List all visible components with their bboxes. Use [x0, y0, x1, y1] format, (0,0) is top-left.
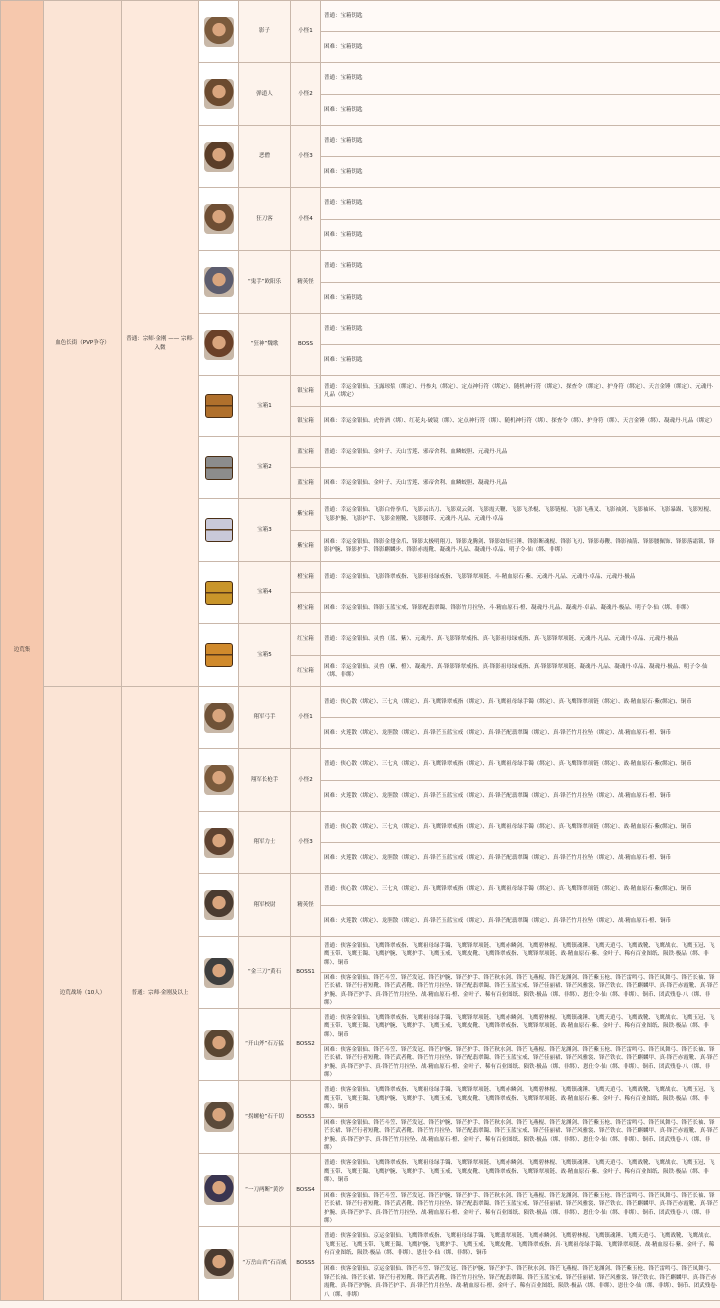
monster-type-cell: 小怪4 — [291, 188, 321, 251]
monster-type-cell: 小怪2 — [291, 63, 321, 126]
normal-drops-cell: 普通：侠心散（绑定）、三七丸（绑定）、真·飞鹰锋翠戒指（绑定）、真·飞鹰祖母绿手镯（绑定）、真·飞鹰锋翠项链（绑定）、战·精血原石·紫(绑定)、铜币 — [321, 749, 720, 781]
hard-drops-cell: 困难：幸运金银仙、锋影玉蓝宝戒、锋影配翡翠镯、锋影竹月拉坠、斗·精血原石·橙、凝魂丹·凡品、凝魂丹·卓品、凝魂丹·极品、明子令·仙（绑、非绑） — [321, 593, 720, 624]
map-name-cell: 血色长街（PVP争夺） — [44, 1, 122, 687]
chest-icon-cell — [199, 562, 239, 624]
monster-portrait-icon — [204, 204, 234, 234]
monster-name-cell: “万岳山君”石百威 — [239, 1227, 291, 1301]
monster-name-cell: 宝箱4 — [239, 562, 291, 624]
drop-table-body — [1, 1, 720, 1301]
monster-portrait-cell — [199, 874, 239, 937]
hard-drops-cell: 困难：侠客金银仙、锋芒斗笠、锋芒发冠、锋芒护腕、锋芒护手、锋芒秋水剑、锋芒飞燕棍、锋芒龙渊剑、锋芒紫玉枪、锋芒雷鸣弓、锋芒凤舞弓、锋芒长袖、锋芒长裙、锋芒行者短靴、锋芒武者靴、锋芒竹月拉坠、锋芒配翡翠镯、锋芒玉蓝宝戒、锋芒佳丽裙、锋芒风雅裳、锋芒铁衣、锋芒麒麟甲、真·锋芒赤霞靴、真·锋芒护腕、真·锋芒护手、真·锋芒竹月拉坠、战·精血原石·橙、金叶子、稀有百业图纸、陨铁·极品（绑、非绑）、恩仕令·仙（绑、非绑）、铜币、团武残卷·八（绑、非绑） — [321, 1191, 720, 1227]
hard-drops-cell: 困难：宝箱钥匙 — [321, 95, 720, 126]
monster-portrait-cell — [199, 937, 239, 1009]
monster-portrait-icon — [204, 765, 234, 795]
normal-drops-cell: 普通：宝箱钥匙 — [321, 1, 720, 32]
monster-portrait-cell — [199, 1081, 239, 1154]
monster-type-cell: BOSS5 — [291, 1227, 321, 1301]
table-row — [1, 687, 720, 718]
monster-portrait-icon — [204, 142, 234, 172]
monster-portrait-cell — [199, 1227, 239, 1301]
monster-name-cell: 影子 — [239, 1, 291, 63]
normal-drops-cell: 普通：幸运金银仙、飞影锋翠戒指、飞影祖母绿戒指、飞影锋翠项链、斗·精血原石·紫、元魂丹·凡品、元魂丹·卓品、元魂丹·极品 — [321, 562, 720, 593]
hard-drops-cell: 困难：火莲散（绑定）、龙胆散（绑定）、真·锋芒玉蓝宝戒（绑定）、真·锋芒配翡翠镯（绑定）、真·锋芒竹月拉坠（绑定）、战·精血原石·橙、铜币 — [321, 718, 720, 749]
region-cell: 边荒集 — [1, 1, 44, 1301]
hard-drops-cell: 困难：宝箱钥匙 — [321, 220, 720, 251]
chest-icon-cell — [199, 624, 239, 687]
chest-type-cell: 蓝宝箱 — [291, 437, 321, 468]
normal-drops-cell: 普通：幸运金银仙、玉露琼浆（绑定）、丹参丸（绑定）、定点神行符（绑定）、随机神行符（绑定）、探查令（绑定）、护身符（绑定）、天言金锤（绑定）、元魂丹·凡品（绑定） — [321, 376, 720, 407]
hard-drops-cell: 困难：宝箱钥匙 — [321, 32, 720, 63]
monster-name-cell: 恶僧 — [239, 126, 291, 188]
monster-name-cell: 宝箱2 — [239, 437, 291, 499]
monster-name-cell: “鬼手”欧阳乐 — [239, 251, 291, 314]
normal-drops-cell: 普通：侠客金银仙、飞鹰锋翠戒指、飞鹰祖母绿手镯、飞鹰锋翠项链、飞鹰赤鳞剑、飞鹰碧林棍、飞鹰镇魂锤、飞鹰天逍弓、飞鹰战靴、飞鹰战衣、飞鹰玉冠、飞鹰玉带、飞鹰王镯、飞鹰护腕、飞鹰护手、飞鹰玉戒、飞鹰皮靴、飞鹰锋翠戒指、飞鹰锋翠项链、战·精血原石·紫、金叶子、稀有百业图纸、陨铁·极品（绑、非绑）、铜币 — [321, 937, 720, 973]
normal-drops-cell: 普通：侠客金银仙、京运金银仙、飞鹰锋翠戒指、飞鹰祖母绿手镯、飞鹰翡翠项链、飞鹰赤鳞剑、飞鹰碧林棍、飞鹰镇魂锤、飞鹰天逍弓、飞鹰战靴、飞鹰战衣、飞鹰玉冠、飞鹰玉带、飞鹰王镯、飞鹰护腕、飞鹰护手、飞鹰玉戒、飞鹰皮靴、飞鹰锋翠戒指、真·飞鹰祖母绿手镯、飞鹰锋翠项链、战·精血原石·紫、金叶子、稀有百业图纸、陨铁·极品（绑、非绑）、恩仕令·仙（绑、非绑）、铜币 — [321, 1227, 720, 1264]
monster-type-cell: 小怪2 — [291, 749, 321, 812]
chest-type-cell: 紫宝箱 — [291, 499, 321, 531]
monster-type-cell: BOSS2 — [291, 1009, 321, 1081]
hard-drops-cell: 困难：幸运金银仙、灵兽（紫、橙）、凝魂丹、真·锋影锋翠戒指、真·锋影祖母绿戒指、真·锋影锋翠项链、凝魂丹·凡品、凝魂丹·卓品、凝魂丹·极品、明子令·仙（绑、非绑） — [321, 656, 720, 687]
chest-type-cell: 橙宝箱 — [291, 593, 321, 624]
monster-type-cell: 小怪3 — [291, 126, 321, 188]
monster-portrait-icon — [204, 958, 234, 988]
hard-drops-cell: 困难：宝箱钥匙 — [321, 157, 720, 188]
hard-drops-cell: 困难：宝箱钥匙 — [321, 283, 720, 314]
monster-name-cell: 翔军力士 — [239, 812, 291, 874]
hard-drops-cell: 困难：火莲散（绑定）、龙胆散（绑定）、真·锋芒玉蓝宝戒（绑定）、真·锋芒配翡翠镯（绑定）、真·锋芒竹月拉坠（绑定）、战·精血原石·橙、铜币 — [321, 906, 720, 937]
monster-portrait-cell — [199, 1154, 239, 1227]
monster-name-cell: 翔军校尉 — [239, 874, 291, 937]
treasure-chest-icon — [205, 643, 233, 667]
normal-drops-cell: 普通：幸运金银仙、飞影白骨拳爪、飞影云出刀、飞影双云剑、飞影霞天鞭、飞影飞杀棍、飞影链棍、飞影飞燕叉、飞影袖剑、飞影袖环、飞影暴踢、飞影短棍、飞影护腕、飞影护手、飞影金刚靴、飞影腰带、元魂丹·凡品、元魂丹·卓品 — [321, 499, 720, 531]
treasure-chest-icon — [205, 394, 233, 418]
monster-name-cell: 翔军长枪手 — [239, 749, 291, 812]
normal-drops-cell: 普通：侠心散（绑定）、三七丸（绑定）、真·飞鹰锋翠戒指（绑定）、真·飞鹰祖母绿手镯（绑定）、真·飞鹰锋翠项链（绑定）、战·精血原石·紫(绑定)、铜币 — [321, 812, 720, 843]
normal-drops-cell: 普通：宝箱钥匙 — [321, 314, 720, 345]
monster-portrait-icon — [204, 1249, 234, 1279]
monster-type-cell: 小怪1 — [291, 687, 321, 749]
normal-drops-cell: 普通：幸运金银仙、灵兽（蓝、紫）、元魂丹、真·飞影锋翠戒指、真·飞影祖母绿戒指、真·飞影锋翠项链、元魂丹·凡品、元魂丹·卓品、元魂丹·极品 — [321, 624, 720, 656]
chest-icon-cell — [199, 376, 239, 437]
monster-portrait-cell — [199, 251, 239, 314]
monster-portrait-cell — [199, 1, 239, 63]
normal-drops-cell: 普通：宝箱钥匙 — [321, 126, 720, 157]
monster-portrait-icon — [204, 1175, 234, 1205]
hard-drops-cell: 困难：宝箱钥匙 — [321, 345, 720, 376]
hard-drops-cell: 困难：火莲散（绑定）、龙胆散（绑定）、真·锋芒玉蓝宝戒（绑定）、真·锋芒配翡翠镯（绑定）、真·锋芒竹月拉坠（绑定）、战·精血原石·橙、铜币 — [321, 843, 720, 874]
monster-portrait-icon — [204, 1030, 234, 1060]
monster-portrait-cell — [199, 749, 239, 812]
monster-portrait-icon — [204, 79, 234, 109]
chest-type-cell: 银宝箱 — [291, 407, 321, 437]
hard-drops-cell: 困难：侠客金银仙、锋芒斗笠、锋芒发冠、锋芒护腕、锋芒护手、锋芒秋水剑、锋芒飞燕棍、锋芒龙渊剑、锋芒紫玉枪、锋芒雷鸣弓、锋芒凤舞弓、锋芒长袖、锋芒长裙、锋芒行者短靴、锋芒武者靴、锋芒竹月拉坠、锋芒配翡翠镯、锋芒玉蓝宝戒、锋芒佳丽裙、锋芒风雅裳、锋芒铁衣、锋芒麒麟甲、真·锋芒赤霞靴、真·锋芒护腕、真·锋芒护手、真·锋芒竹月拉坠、战·精血原石·橙、金叶子、稀有百业图纸、陨铁·极品（绑、非绑）、恩仕令·仙（绑、非绑）、铜币、团武残卷·八（绑、非绑） — [321, 1045, 720, 1081]
monster-portrait-cell — [199, 63, 239, 126]
monster-portrait-cell — [199, 126, 239, 188]
chest-type-cell: 蓝宝箱 — [291, 468, 321, 499]
hard-drops-cell: 困难：幸运金银仙、虎骨酒（绑）、红花丸·破镜（绑）、定点神行符（绑）、随机神行符（绑）、探查令（绑）、护身符（绑）、天言金锤（绑）、凝魂丹·凡品（绑定） — [321, 407, 720, 437]
normal-drops-cell: 普通：幸运金银仙、金叶子、天山雪莲、邪帝舍利、血鳞蛟胆、元魂丹·凡品 — [321, 437, 720, 468]
monster-portrait-cell — [199, 314, 239, 376]
hard-drops-cell: 困难：幸运金银仙、锋影金翅金爪、锋影太极明翔刀、锋影龙腾剑、锋影如矩巨锤、锋影断魂棍、锋影飞刃、锋影毒鞭、锋影袖箭、锋影腰佩饰、锋影落霜锁、锋影护腕、锋影护手、锋影麒麟步、锋影赤霞靴、凝魂丹·凡品、凝魂丹·卓品、明子令·仙（绑、非绑） — [321, 531, 720, 562]
monster-name-cell: “开山斧”石万猛 — [239, 1009, 291, 1081]
normal-drops-cell: 普通：侠客金银仙、飞鹰锋翠戒指、飞鹰祖母绿手镯、飞鹰锋翠项链、飞鹰赤鳞剑、飞鹰碧林棍、飞鹰镇魂锤、飞鹰天逍弓、飞鹰战靴、飞鹰战衣、飞鹰玉冠、飞鹰玉带、飞鹰王镯、飞鹰护腕、飞鹰护手、飞鹰玉戒、飞鹰皮靴、飞鹰锋翠戒指、飞鹰锋翠项链、战·精血原石·紫、金叶子、稀有百业图纸、陨铁·极品（绑、非绑）、铜币 — [321, 1009, 720, 1045]
monster-name-cell: 宝箱3 — [239, 499, 291, 562]
normal-drops-cell: 普通：侠客金银仙、飞鹰锋翠戒指、飞鹰祖母绿手镯、飞鹰锋翠项链、飞鹰赤鳞剑、飞鹰碧林棍、飞鹰镇魂锤、飞鹰天逍弓、飞鹰战靴、飞鹰战衣、飞鹰玉冠、飞鹰玉带、飞鹰王镯、飞鹰护腕、飞鹰护手、飞鹰玉戒、飞鹰皮靴、飞鹰锋翠戒指、飞鹰锋翠项链、战·精血原石·紫、金叶子、稀有百业图纸、陨铁·极品（绑、非绑）、铜币 — [321, 1081, 720, 1118]
monster-portrait-cell — [199, 687, 239, 749]
normal-drops-cell: 普通：宝箱钥匙 — [321, 188, 720, 220]
hard-drops-cell: 困难：侠客金银仙、锋芒斗笠、锋芒发冠、锋芒护腕、锋芒护手、锋芒秋水剑、锋芒飞燕棍、锋芒龙渊剑、锋芒紫玉枪、锋芒雷鸣弓、锋芒凤舞弓、锋芒长袖、锋芒长裙、锋芒行者短靴、锋芒武者靴、锋芒竹月拉坠、锋芒配翡翠镯、锋芒玉蓝宝戒、锋芒佳丽裙、锋芒风雅裳、锋芒铁衣、锋芒麒麟甲、真·锋芒赤霞靴、真·锋芒护腕、真·锋芒护手、真·锋芒竹月拉坠、战·精血原石·橙、金叶子、稀有百业图纸、陨铁·极品（绑、非绑）、恩仕令·仙（绑、非绑）、铜币、团武残卷·八（绑、非绑） — [321, 973, 720, 1009]
hard-drops-cell: 困难：幸运金银仙、金叶子、天山雪莲、邪帝舍利、血鳞蛟胆、凝魂丹·凡品 — [321, 468, 720, 499]
monster-name-cell: 宝箱5 — [239, 624, 291, 687]
normal-drops-cell: 普通：宝箱钥匙 — [321, 251, 720, 283]
monster-portrait-cell — [199, 188, 239, 251]
chest-icon-cell — [199, 437, 239, 499]
normal-drops-cell: 普通：侠心散（绑定）、三七丸（绑定）、真·飞鹰锋翠戒指（绑定）、真·飞鹰祖母绿手镯（绑定）、真·飞鹰锋翠项链（绑定）、战·精血原石·紫(绑定)、铜币 — [321, 687, 720, 718]
monster-name-cell: “拐螺枪”石千切 — [239, 1081, 291, 1154]
hard-drops-cell: 困难：火莲散（绑定）、龙胆散（绑定）、真·锋芒玉蓝宝戒（绑定）、真·锋芒配翡翠镯（绑定）、真·锋芒竹月拉坠（绑定）、战·精血原石·橙、铜币 — [321, 781, 720, 812]
monster-type-cell: 精英怪 — [291, 874, 321, 937]
monster-portrait-cell — [199, 1009, 239, 1081]
normal-drops-cell: 普通：侠客金银仙、飞鹰锋翠戒指、飞鹰祖母绿手镯、飞鹰锋翠项链、飞鹰赤鳞剑、飞鹰碧林棍、飞鹰镇魂锤、飞鹰天逍弓、飞鹰战靴、飞鹰战衣、飞鹰玉冠、飞鹰玉带、飞鹰王镯、飞鹰护腕、飞鹰护手、飞鹰玉戒、飞鹰皮靴、飞鹰锋翠戒指、飞鹰锋翠项链、战·精血原石·紫、金叶子、稀有百业图纸、陨铁·极品（绑、非绑）、铜币 — [321, 1154, 720, 1191]
map-name-cell: 边荒战场（10人） — [44, 687, 122, 1301]
monster-name-cell: “一刀两断”黄沙 — [239, 1154, 291, 1227]
treasure-chest-icon — [205, 456, 233, 480]
monster-portrait-icon — [204, 1102, 234, 1132]
monster-type-cell: 小怪1 — [291, 1, 321, 63]
monster-type-cell: BOSS4 — [291, 1154, 321, 1227]
chest-type-cell: 红宝箱 — [291, 624, 321, 656]
monster-name-cell: “金三刀”黄石 — [239, 937, 291, 1009]
treasure-chest-icon — [205, 581, 233, 605]
monster-name-cell: 弹道人 — [239, 63, 291, 126]
chest-type-cell: 银宝箱 — [291, 376, 321, 407]
treasure-chest-icon — [205, 518, 233, 542]
monster-portrait-icon — [204, 890, 234, 920]
hard-drops-cell: 困难：侠客金银仙、京运金银仙、锋芒斗笠、锋芒发冠、锋芒护腕、锋芒护手、锋芒秋水剑、锋芒飞燕棍、锋芒龙渊剑、锋芒紫玉枪、锋芒雷鸣弓、锋芒凤舞弓、锋芒长袖、锋芒长裙、锋芒行者短靴、锋芒武者靴、锋芒竹月拉坠、锋芒配翡翠镯、锋芒玉蓝宝戒、锋芒佳丽裙、锋芒风雅裳、锋芒铁衣、锋芒麒麟甲、真·锋芒赤霞靴、真·锋芒护腕、真·锋芒护手、真·锋芒竹月拉坠、战·精血原石·橙、金叶子、稀有百业图纸、陨铁·极品（绑、非绑）、恩仕令·仙（绑、非绑）、铜币、团武残卷·八（绑、非绑） — [321, 1264, 720, 1301]
monster-portrait-icon — [204, 330, 234, 360]
normal-drops-cell: 普通：宝箱钥匙 — [321, 63, 720, 95]
monster-portrait-icon — [204, 828, 234, 858]
monster-portrait-icon — [204, 17, 234, 47]
monster-name-cell: 宝箱1 — [239, 376, 291, 437]
monster-type-cell: 精英怪 — [291, 251, 321, 314]
monster-type-cell: BOSS1 — [291, 937, 321, 1009]
hard-drops-cell: 困难：侠客金银仙、锋芒斗笠、锋芒发冠、锋芒护腕、锋芒护手、锋芒秋水剑、锋芒飞燕棍、锋芒龙渊剑、锋芒紫玉枪、锋芒雷鸣弓、锋芒凤舞弓、锋芒长袖、锋芒长裙、锋芒行者短靴、锋芒武者靴、锋芒竹月拉坠、锋芒配翡翠镯、锋芒玉蓝宝戒、锋芒佳丽裙、锋芒风雅裳、锋芒铁衣、锋芒麒麟甲、真·锋芒赤霞靴、真·锋芒护腕、真·锋芒护手、真·锋芒竹月拉坠、战·精血原石·橙、金叶子、稀有百业图纸、陨铁·极品（绑、非绑）、恩仕令·仙（绑、非绑）、铜币、团武残卷·八（绑、非绑） — [321, 1118, 720, 1154]
chest-type-cell: 红宝箱 — [291, 656, 321, 687]
level-cell: 普通：宗师·金刚 —— 宗师·入微 — [122, 1, 199, 687]
monster-type-cell: BOSS3 — [291, 1081, 321, 1154]
monster-type-cell: BOSS — [291, 314, 321, 376]
monster-type-cell: 小怪3 — [291, 812, 321, 874]
chest-icon-cell — [199, 499, 239, 562]
level-cell: 普通：宗师·金刚及以上 — [122, 687, 199, 1301]
chest-type-cell: 橙宝箱 — [291, 562, 321, 593]
monster-name-cell: “狂神”魏歌 — [239, 314, 291, 376]
normal-drops-cell: 普通：侠心散（绑定）、三七丸（绑定）、真·飞鹰锋翠戒指（绑定）、真·飞鹰祖母绿手镯（绑定）、真·飞鹰锋翠项链（绑定）、战·精血原石·紫(绑定)、铜币 — [321, 874, 720, 906]
monster-name-cell: 翔军弓手 — [239, 687, 291, 749]
table-row — [1, 1, 720, 32]
monster-portrait-icon — [204, 703, 234, 733]
chest-type-cell: 紫宝箱 — [291, 531, 321, 562]
monster-name-cell: 狂刀客 — [239, 188, 291, 251]
monster-portrait-cell — [199, 812, 239, 874]
monster-portrait-icon — [204, 267, 234, 297]
